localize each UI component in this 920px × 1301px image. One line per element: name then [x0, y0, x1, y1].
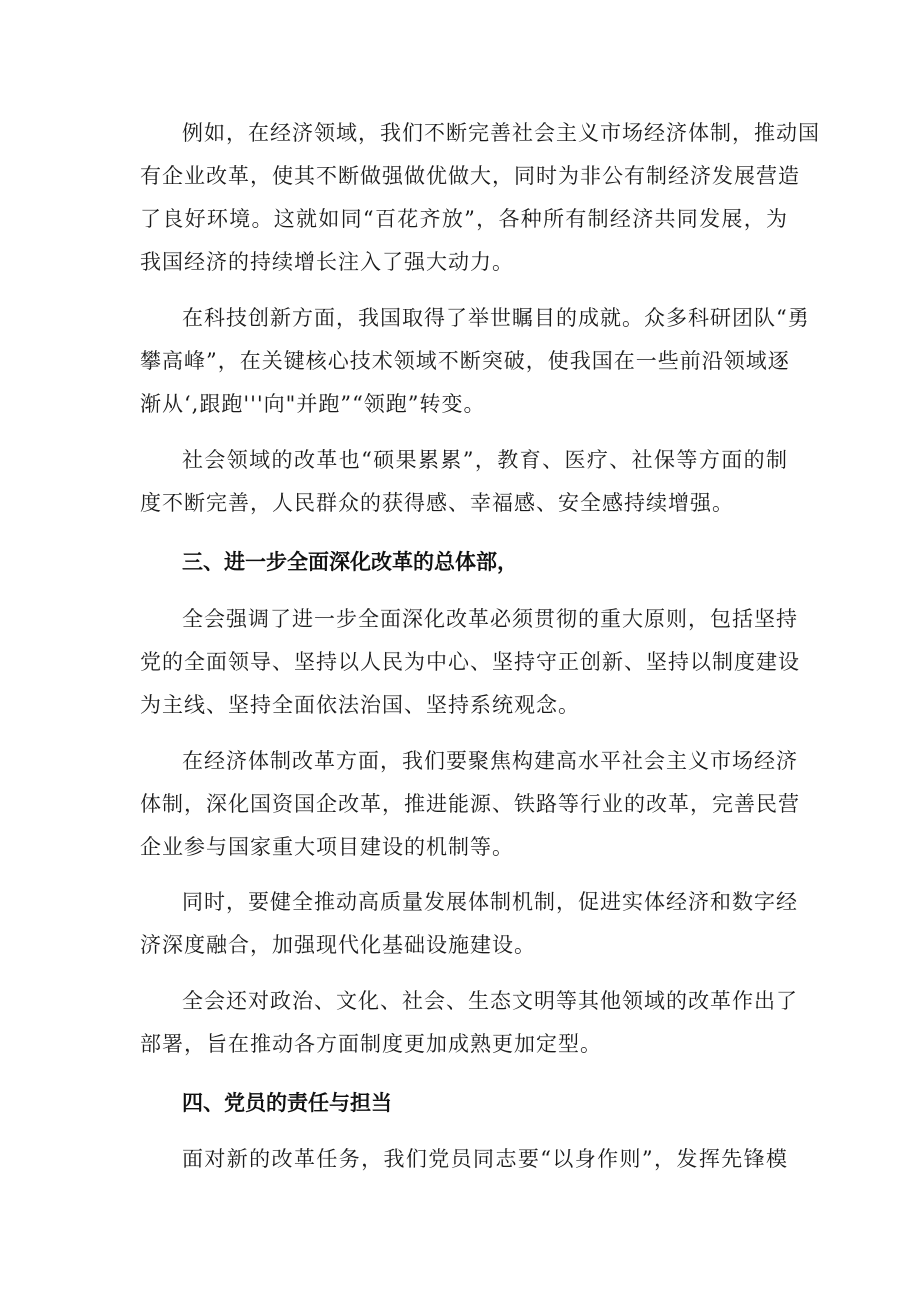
paragraph-2-line-3: 渐从‘,跟跑'''向"并跑”“领跑”转变。 — [140, 392, 486, 416]
section-heading-4: 四、党员的责任与担当 — [182, 1091, 392, 1115]
paragraph-1-line-4: 我国经济的持续增长注入了强大动力。 — [140, 250, 514, 274]
paragraph-6-line-1: 同时，要健全推动高质量发展体制机制，促进实体经济和数字经 — [182, 890, 798, 914]
paragraph-8-line-1: 面对新的改革任务，我们党员同志要“以身作则”，发挥先锋模 — [182, 1147, 788, 1171]
paragraph-5-line-2: 体制，深化国资国企改革，推进能源、铁路等行业的改革，完善民营 — [140, 792, 800, 816]
paragraph-7-line-1: 全会还对政治、文化、社会、生态文明等其他领域的改革作出了 — [182, 989, 798, 1013]
paragraph-1-line-1: 例如，在经济领域，我们不断完善社会主义市场经济体制，推动国 — [182, 121, 820, 145]
paragraph-2-line-1: 在科技创新方面，我国取得了举世瞩目的成就。众多科研团队“勇 — [182, 306, 810, 330]
section-heading-3: 三、进一步全面深化改革的总体部， — [182, 550, 518, 574]
paragraph-5-line-1: 在经济体制改革方面，我们要聚焦构建高水平社会主义市场经济 — [182, 749, 798, 773]
paragraph-4-line-3: 为主线、坚持全面依法治国、坚持系统观念。 — [140, 693, 580, 717]
paragraph-4-line-1: 全会强调了进一步全面深化改革必须贯彻的重大原则，包括坚持 — [182, 607, 798, 631]
paragraph-4-line-2: 党的全面领导、坚持以人民为中心、坚持守正创新、坚持以制度建设 — [140, 650, 800, 674]
paragraph-2-line-2: 攀高峰”，在关键核心技术领域不断突破，使我国在一些前沿领域逐 — [140, 349, 790, 373]
paragraph-3-line-2: 度不断完善，人民群众的获得感、幸福感、安全感持续增强。 — [140, 491, 734, 515]
paragraph-6-line-2: 济深度融合，加强现代化基础设施建设。 — [140, 933, 536, 957]
paragraph-1-line-3: 了良好环境。这就如同“百花齐放”，各种所有制经济共同发展，为 — [140, 207, 788, 231]
paragraph-7-line-2: 部署，旨在推动各方面制度更加成熟更加定型。 — [140, 1032, 602, 1056]
paragraph-1-line-2: 有企业改革，使其不断做强做优做大，同时为非公有制经济发展营造 — [140, 164, 800, 188]
paragraph-3-line-1: 社会领域的改革也“硕果累累”，教育、医疗、社保等方面的制 — [182, 448, 788, 472]
paragraph-5-line-3: 企业参与国家重大项目建设的机制等。 — [140, 835, 514, 859]
